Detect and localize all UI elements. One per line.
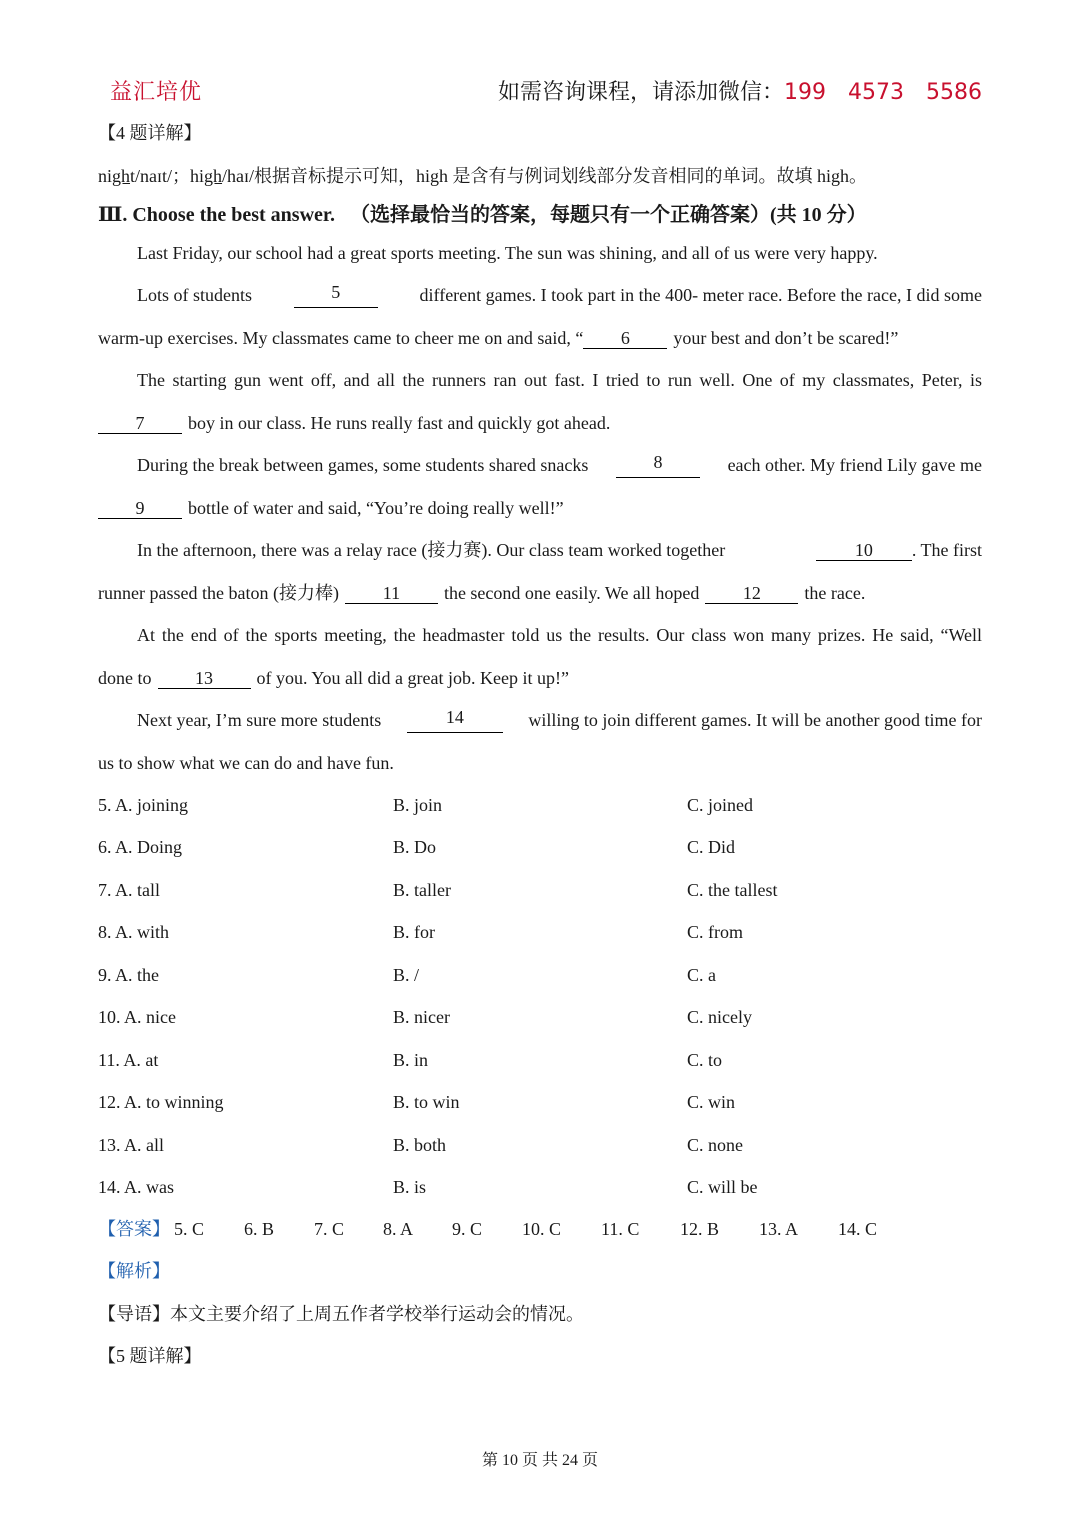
passage-line-12 xyxy=(137,707,982,733)
p3-text-b: your best and don’t be scared!” xyxy=(673,328,899,348)
passage-line-5 xyxy=(98,410,610,436)
p12-text-a: Next year, I’m sure more students xyxy=(137,710,382,730)
option-6-b: B. Do xyxy=(393,837,437,857)
option-14-b: B. is xyxy=(393,1177,427,1197)
option-11-a: 11. A. at xyxy=(98,1050,159,1070)
p9-text-c: the race. xyxy=(804,583,866,603)
option-12-c: C. win xyxy=(687,1092,736,1112)
option-13-a: 13. A. all xyxy=(98,1135,164,1155)
passage-line-13: us to show what we can do and have fun. xyxy=(98,753,394,773)
option-12-b: B. to win xyxy=(393,1092,460,1112)
word-high-part1: hi xyxy=(190,166,205,186)
word-night-part2: t xyxy=(130,166,136,186)
passage-line-3 xyxy=(98,325,898,351)
answer-item: 10. C xyxy=(522,1219,562,1239)
contact-info xyxy=(498,78,982,108)
passage-line-11 xyxy=(98,665,569,691)
option-14-c: C. will be xyxy=(687,1177,758,1197)
q4-explain-text: 根据音标提示可知，high 是含有与例词划线部分发音相同的单词。故填 high。 xyxy=(254,166,868,186)
option-12-a: 12. A. to winning xyxy=(98,1092,224,1112)
option-8-b: B. for xyxy=(393,922,435,942)
passage-line-2 xyxy=(137,282,982,308)
passage-line-4: The starting gun went off, and all the runners ran out fast. I tried to run well. One of my classmates, Peter, is xyxy=(137,370,982,390)
option-7-b: B. taller xyxy=(393,880,451,900)
option-5-a: 5. A. joining xyxy=(98,795,189,815)
p5-text: boy in our class. He runs really fast and quickly got ahead. xyxy=(188,413,611,433)
answer-item: 12. B xyxy=(680,1219,720,1239)
p7-text: bottle of water and said, “You’re doing really well!” xyxy=(188,498,564,518)
p8-text-a: In the afternoon, there was a relay race (接力赛). Our class team worked together xyxy=(137,540,726,560)
passage-line-10: At the end of the sports meeting, the headmaster told us the results. Our class won many prizes. He said, “Well xyxy=(137,625,982,645)
word-high-underlined: gh xyxy=(204,166,223,186)
p6-text-b: each other. My friend Lily gave me xyxy=(727,455,982,475)
passage-line-9 xyxy=(98,580,865,606)
answers-label: 【答案】 xyxy=(98,1219,170,1239)
option-14-a: 14. A. was xyxy=(98,1177,174,1197)
p11-text-a: done to xyxy=(98,668,152,688)
option-5-b: B. join xyxy=(393,795,443,815)
q4-heading: 【4 题详解】 xyxy=(98,123,202,143)
contact-phone: 199 4573 5586 xyxy=(784,80,982,105)
option-11-b: B. in xyxy=(393,1050,429,1070)
blank-11: 11 xyxy=(345,583,438,604)
passage-line-6 xyxy=(137,452,982,478)
option-9-b: B. / xyxy=(393,965,420,985)
blank-12: 12 xyxy=(705,583,798,604)
option-13-c: C. none xyxy=(687,1135,743,1155)
blank-13: 13 xyxy=(158,668,251,689)
ipa-high: /haɪ/ xyxy=(222,166,255,186)
word-night-part1: ni xyxy=(98,166,113,186)
blank-14: 14 xyxy=(407,707,503,733)
option-5-c: C. joined xyxy=(687,795,753,815)
analysis-label: 【解析】 xyxy=(98,1261,170,1281)
option-9-c: C. a xyxy=(687,965,716,985)
intro-text: 【导语】本文主要介绍了上周五作者学校举行运动会的情况。 xyxy=(98,1304,584,1324)
option-9-a: 9. A. the xyxy=(98,965,159,985)
blank-10: 10 xyxy=(816,540,912,561)
contact-prefix: 如需咨询课程，请添加微信： xyxy=(498,80,785,105)
option-10-c: C. nicely xyxy=(687,1007,752,1027)
passage-line-1: Last Friday, our school had a great sports meeting. The sun was shining, and all of us were very happy. xyxy=(137,243,878,263)
blank-6: 6 xyxy=(583,328,667,349)
option-8-a: 8. A. with xyxy=(98,922,170,942)
option-7-a: 7. A. tall xyxy=(98,880,160,900)
option-11-c: C. to xyxy=(687,1050,723,1070)
p2-text-a: Lots of students xyxy=(137,285,252,305)
option-13-b: B. both xyxy=(393,1135,447,1155)
p12-text-b: willing to join different games. It will be another good time for xyxy=(528,710,982,730)
option-8-c: C. from xyxy=(687,922,743,942)
q4-explanation xyxy=(98,163,867,189)
option-10-b: B. nicer xyxy=(393,1007,450,1027)
ipa-night: /naɪt/； xyxy=(135,166,191,186)
answers-line xyxy=(98,1216,998,1242)
q5-heading: 【5 题详解】 xyxy=(98,1346,202,1366)
p9-text-b: the second one easily. We all hoped xyxy=(443,583,700,603)
p9-text-a: runner passed the baton (接力棒) xyxy=(98,583,339,603)
p6-text-a: During the break between games, some students shared snacks xyxy=(137,455,589,475)
answer-item: 5. C xyxy=(174,1219,205,1239)
brand-name: 益汇培优 xyxy=(110,80,203,105)
blank-5: 5 xyxy=(294,282,378,308)
option-10-a: 10. A. nice xyxy=(98,1007,176,1027)
p2-text-b: different games. I took part in the 400- meter race. Before the race, I did some xyxy=(419,285,982,305)
answer-item: 14. C xyxy=(838,1219,878,1239)
option-6-a: 6. A. Doing xyxy=(98,837,183,857)
answer-item: 9. C xyxy=(452,1219,483,1239)
answer-item: 13. A xyxy=(759,1219,799,1239)
passage-line-7 xyxy=(98,495,564,521)
p11-text-b: of you. You all did a great job. Keep it up!” xyxy=(256,668,569,688)
p8-text-b: . The first xyxy=(911,540,982,560)
passage-line-8 xyxy=(137,537,982,563)
blank-8: 8 xyxy=(616,452,700,478)
option-7-c: C. the tallest xyxy=(687,880,778,900)
option-6-c: C. Did xyxy=(687,837,736,857)
blank-9: 9 xyxy=(98,498,182,519)
blank-7: 7 xyxy=(98,413,182,434)
answer-item: 7. C xyxy=(314,1219,345,1239)
section-title xyxy=(98,200,867,230)
answer-item: 6. B xyxy=(244,1219,275,1239)
answer-item: 8. A xyxy=(383,1219,414,1239)
word-night-underlined: gh xyxy=(112,166,131,186)
p3-text-a: warm-up exercises. My classmates came to cheer me on and said, “ xyxy=(98,328,584,348)
section-title-zh: （选择最恰当的答案，每题只有一个正确答案）(共 10 分） xyxy=(349,204,867,226)
answer-item: 11. C xyxy=(601,1219,640,1239)
page-footer: 第 10 页 共 24 页 xyxy=(481,1452,598,1469)
section-title-en: Ⅲ. Choose the best answer. xyxy=(98,204,335,226)
